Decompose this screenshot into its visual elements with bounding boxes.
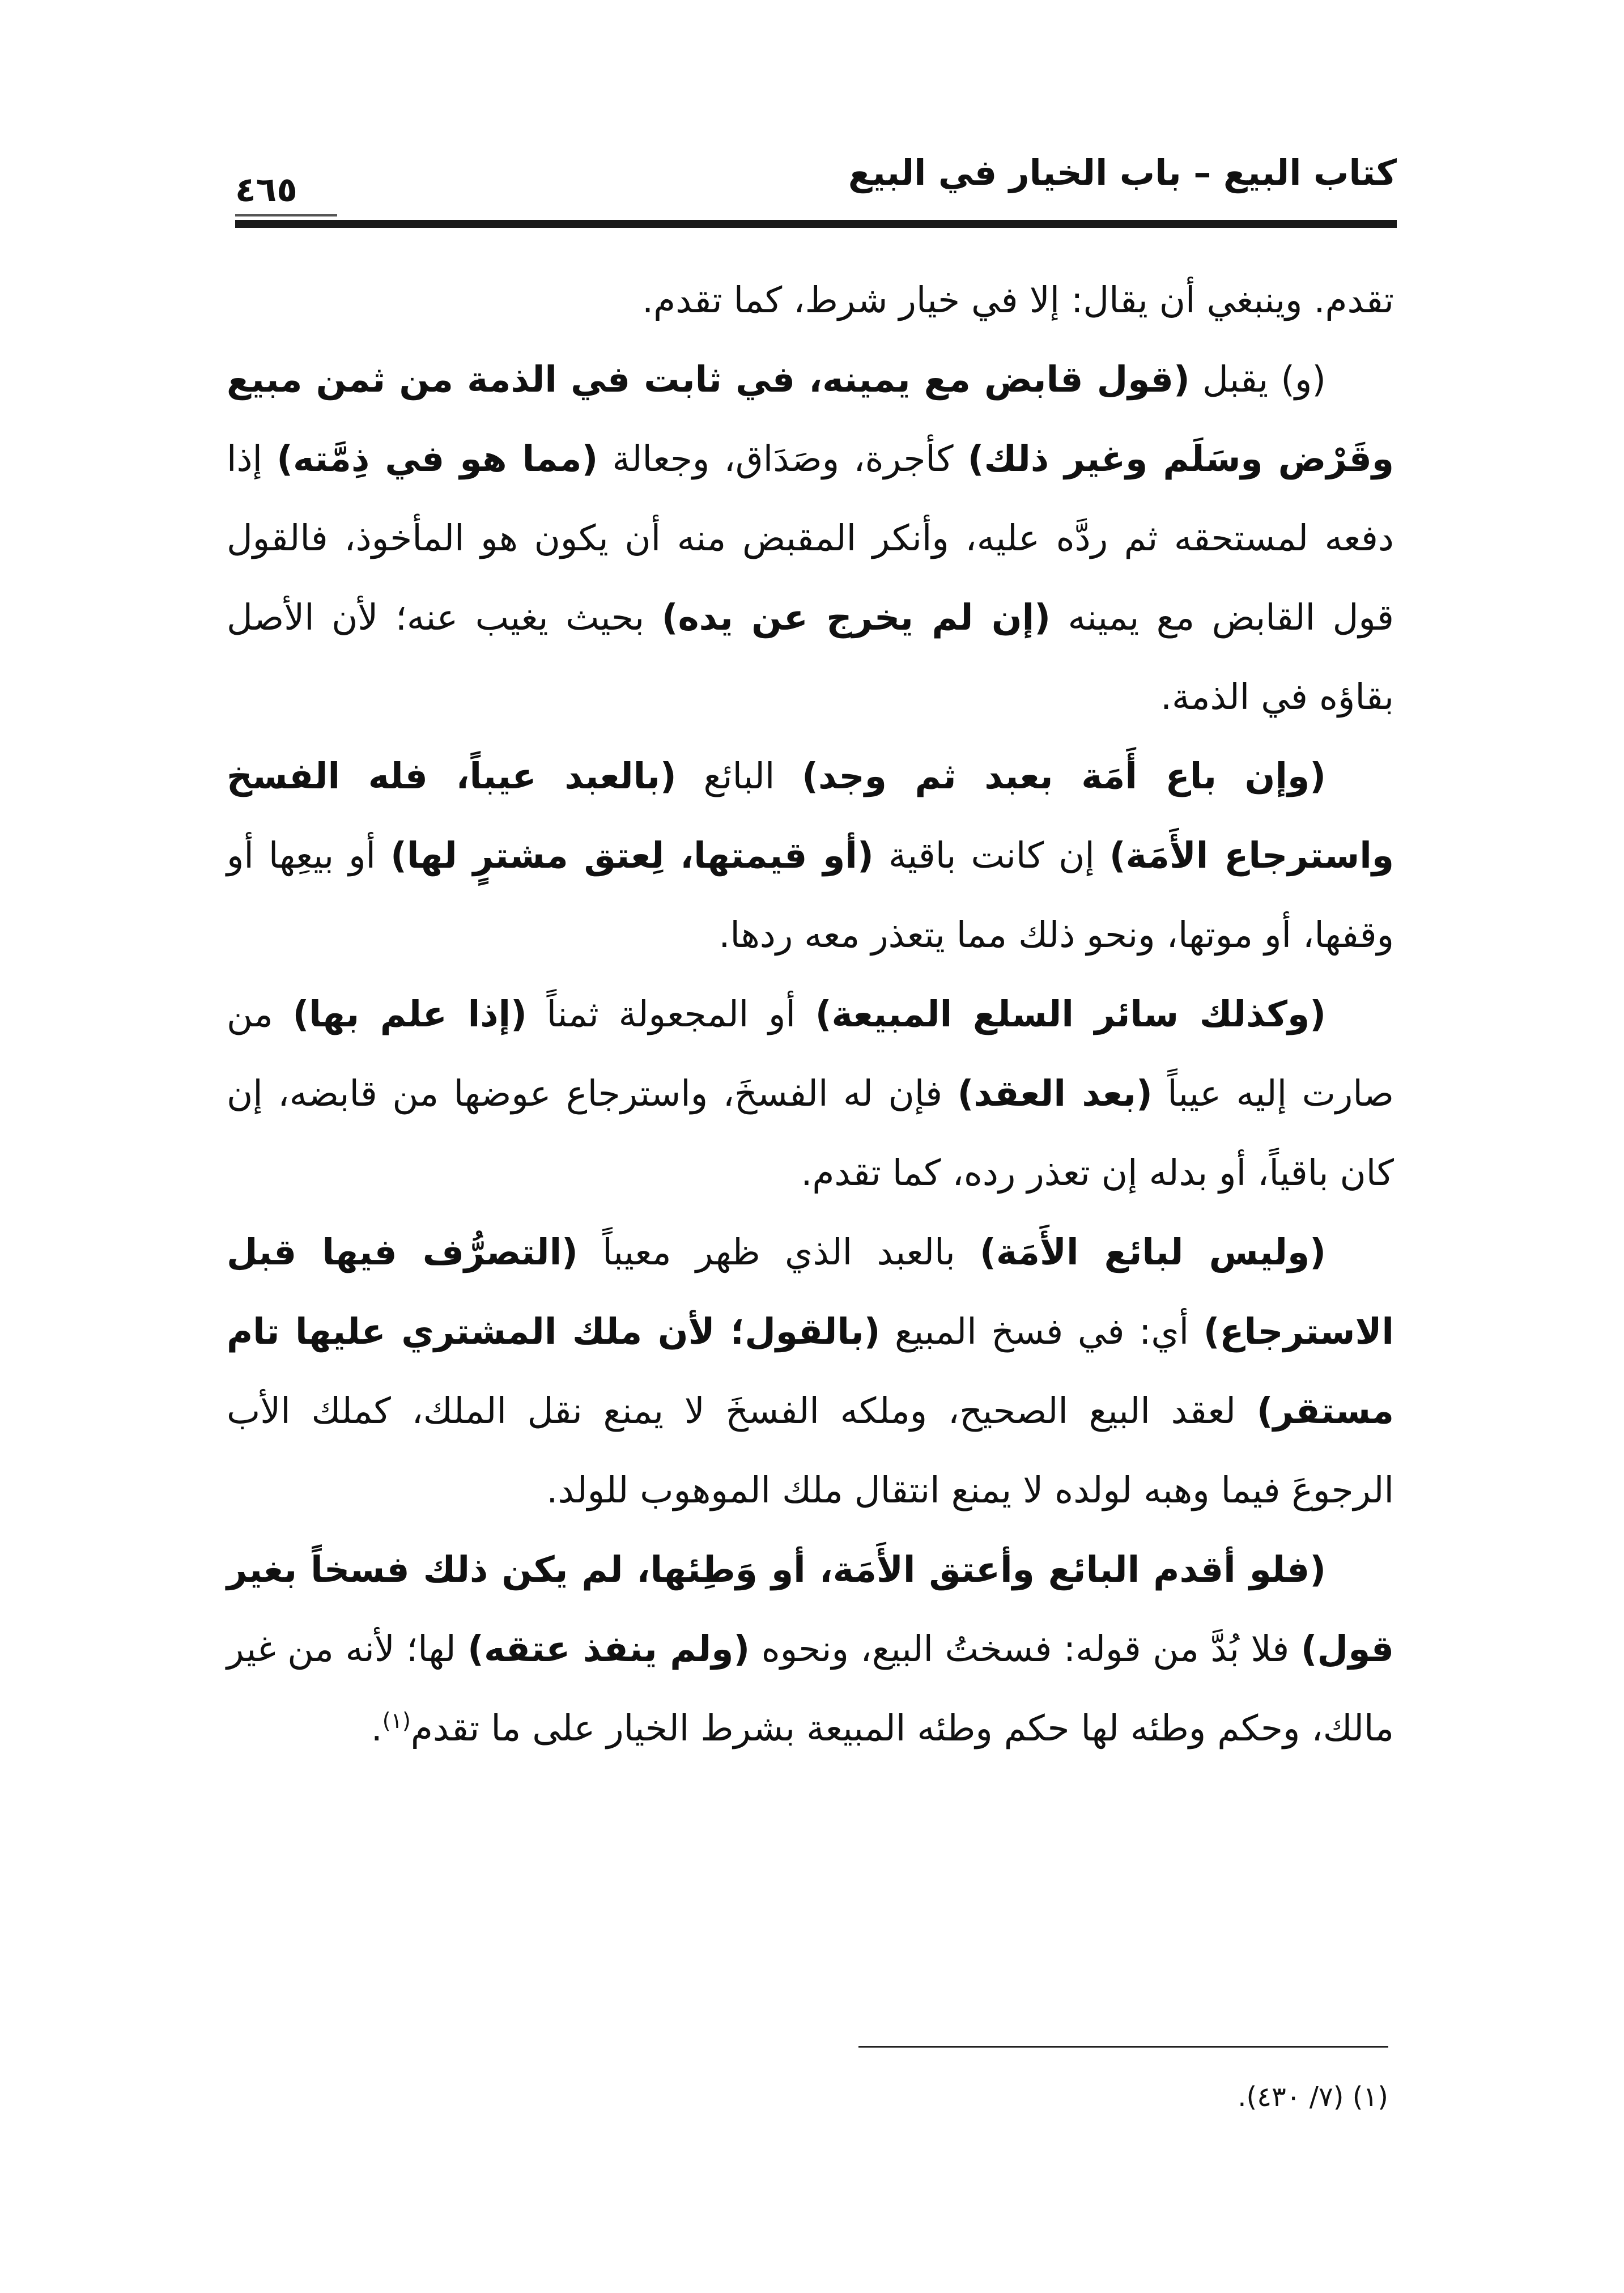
paragraph <box>227 261 1394 340</box>
matn-text: (التصرُّف فيها قبل الاسترجاع) <box>227 1232 1394 1352</box>
commentary-text: من صارت إليه عيباً <box>227 993 1395 1114</box>
matn-text: (بالعبد عيباً، فله الفسخ واسترجاع الأَمَة) <box>227 755 1394 876</box>
paragraph <box>227 1530 1394 1768</box>
matn-text: (فلو أقدم البائع وأعتق الأَمَة، أو وَطِئها، لم يكن ذلك فسخاً بغير قول) <box>227 1549 1394 1670</box>
body-text <box>227 261 1394 1768</box>
commentary-text: أو المجعولة ثمناً <box>526 993 815 1035</box>
page-number: ٤٦٥ <box>235 170 297 210</box>
commentary-text: إذا دفعه لمستحقه ثم ردَّه عليه، وأنكر المقبض منه أن يكون هو المأخوذ، فالقول قول القابض مع يمينه <box>227 438 1395 638</box>
commentary-text: بالعبد الذي ظهر معيباً <box>577 1232 980 1273</box>
header-rule-thin <box>235 214 337 216</box>
footnote-divider <box>858 2046 1388 2048</box>
commentary-text: . <box>371 1708 382 1749</box>
footnote: (١) (٧/ ٤٣٠). <box>1238 2081 1388 2113</box>
matn-text: (وإن باع أَمَة بعبد ثم وجد) <box>802 755 1326 797</box>
matn-text: (بالقول؛ لأن ملك المشتري عليها تام مستقر) <box>227 1311 1394 1432</box>
commentary-text: فلا بُدَّ من قوله: فسختُ البيع، ونحوه <box>750 1628 1301 1670</box>
commentary-text: كأجرة، وصَدَاق، وجعالة <box>598 438 968 479</box>
commentary-text: بحيث يغيب عنه؛ لأن الأصل بقاؤه في الذمة. <box>227 597 1394 717</box>
matn-text: (قول قابض مع يمينه، في ثابت في الذمة من ثمن مبيع وقَرْض وسَلَم وغير ذلك) <box>227 359 1394 479</box>
running-header-title: كتاب البيع – باب الخيار في البيع <box>848 152 1397 193</box>
paragraph <box>227 737 1394 975</box>
footnote-marker: (١) <box>382 1708 411 1733</box>
header-rule <box>235 220 1397 228</box>
matn-text: (وليس لبائع الأَمَة) <box>980 1232 1326 1273</box>
commentary-text: تقدم. وينبغي أن يقال: إلا في خيار شرط، كما تقدم. <box>642 279 1394 321</box>
matn-text: (مما هو في ذِمَّته) <box>277 438 598 479</box>
paragraph <box>227 1213 1394 1530</box>
matn-text: (بعد العقد) <box>957 1073 1153 1114</box>
matn-text: (أو قيمتها، لِعتق مشترٍ لها) <box>390 835 874 876</box>
paragraph <box>227 340 1394 737</box>
commentary-text: (و) يقبل <box>1189 359 1326 400</box>
commentary-text: أو بيعِها أو وقفها، أو موتها، ونحو ذلك مما يتعذر معه ردها. <box>227 835 1394 956</box>
commentary-text: البائع <box>676 755 802 797</box>
matn-text: (إذا علم بها) <box>292 993 527 1035</box>
matn-text: (وكذلك سائر السلع المبيعة) <box>815 993 1326 1035</box>
commentary-text: لها؛ لأنه من غير مالك، وحكم وطئه لها حكم وطئه المبيعة بشرط الخيار على ما تقدم <box>227 1628 1394 1749</box>
matn-text: (ولم ينفذ عتقه) <box>467 1628 750 1670</box>
commentary-text: فإن له الفسخَ، واسترجاع عوضها من قابضه، إن كان باقياً، أو بدله إن تعذر رده، كما تقدم. <box>227 1073 1394 1194</box>
commentary-text: لعقد البيع الصحيح، وملكه الفسخَ لا يمنع نقل الملك، كملك الأب الرجوعَ فيما وهبه لولده لا يمنع انتقال ملك الموهوب للولد. <box>227 1390 1394 1511</box>
paragraph <box>227 975 1394 1213</box>
matn-text: (إن لم يخرج عن يده) <box>661 597 1051 638</box>
running-header <box>235 142 1397 227</box>
commentary-text: أي: في فسخ المبيع <box>880 1311 1204 1352</box>
commentary-text: إن كانت باقية <box>873 835 1109 876</box>
